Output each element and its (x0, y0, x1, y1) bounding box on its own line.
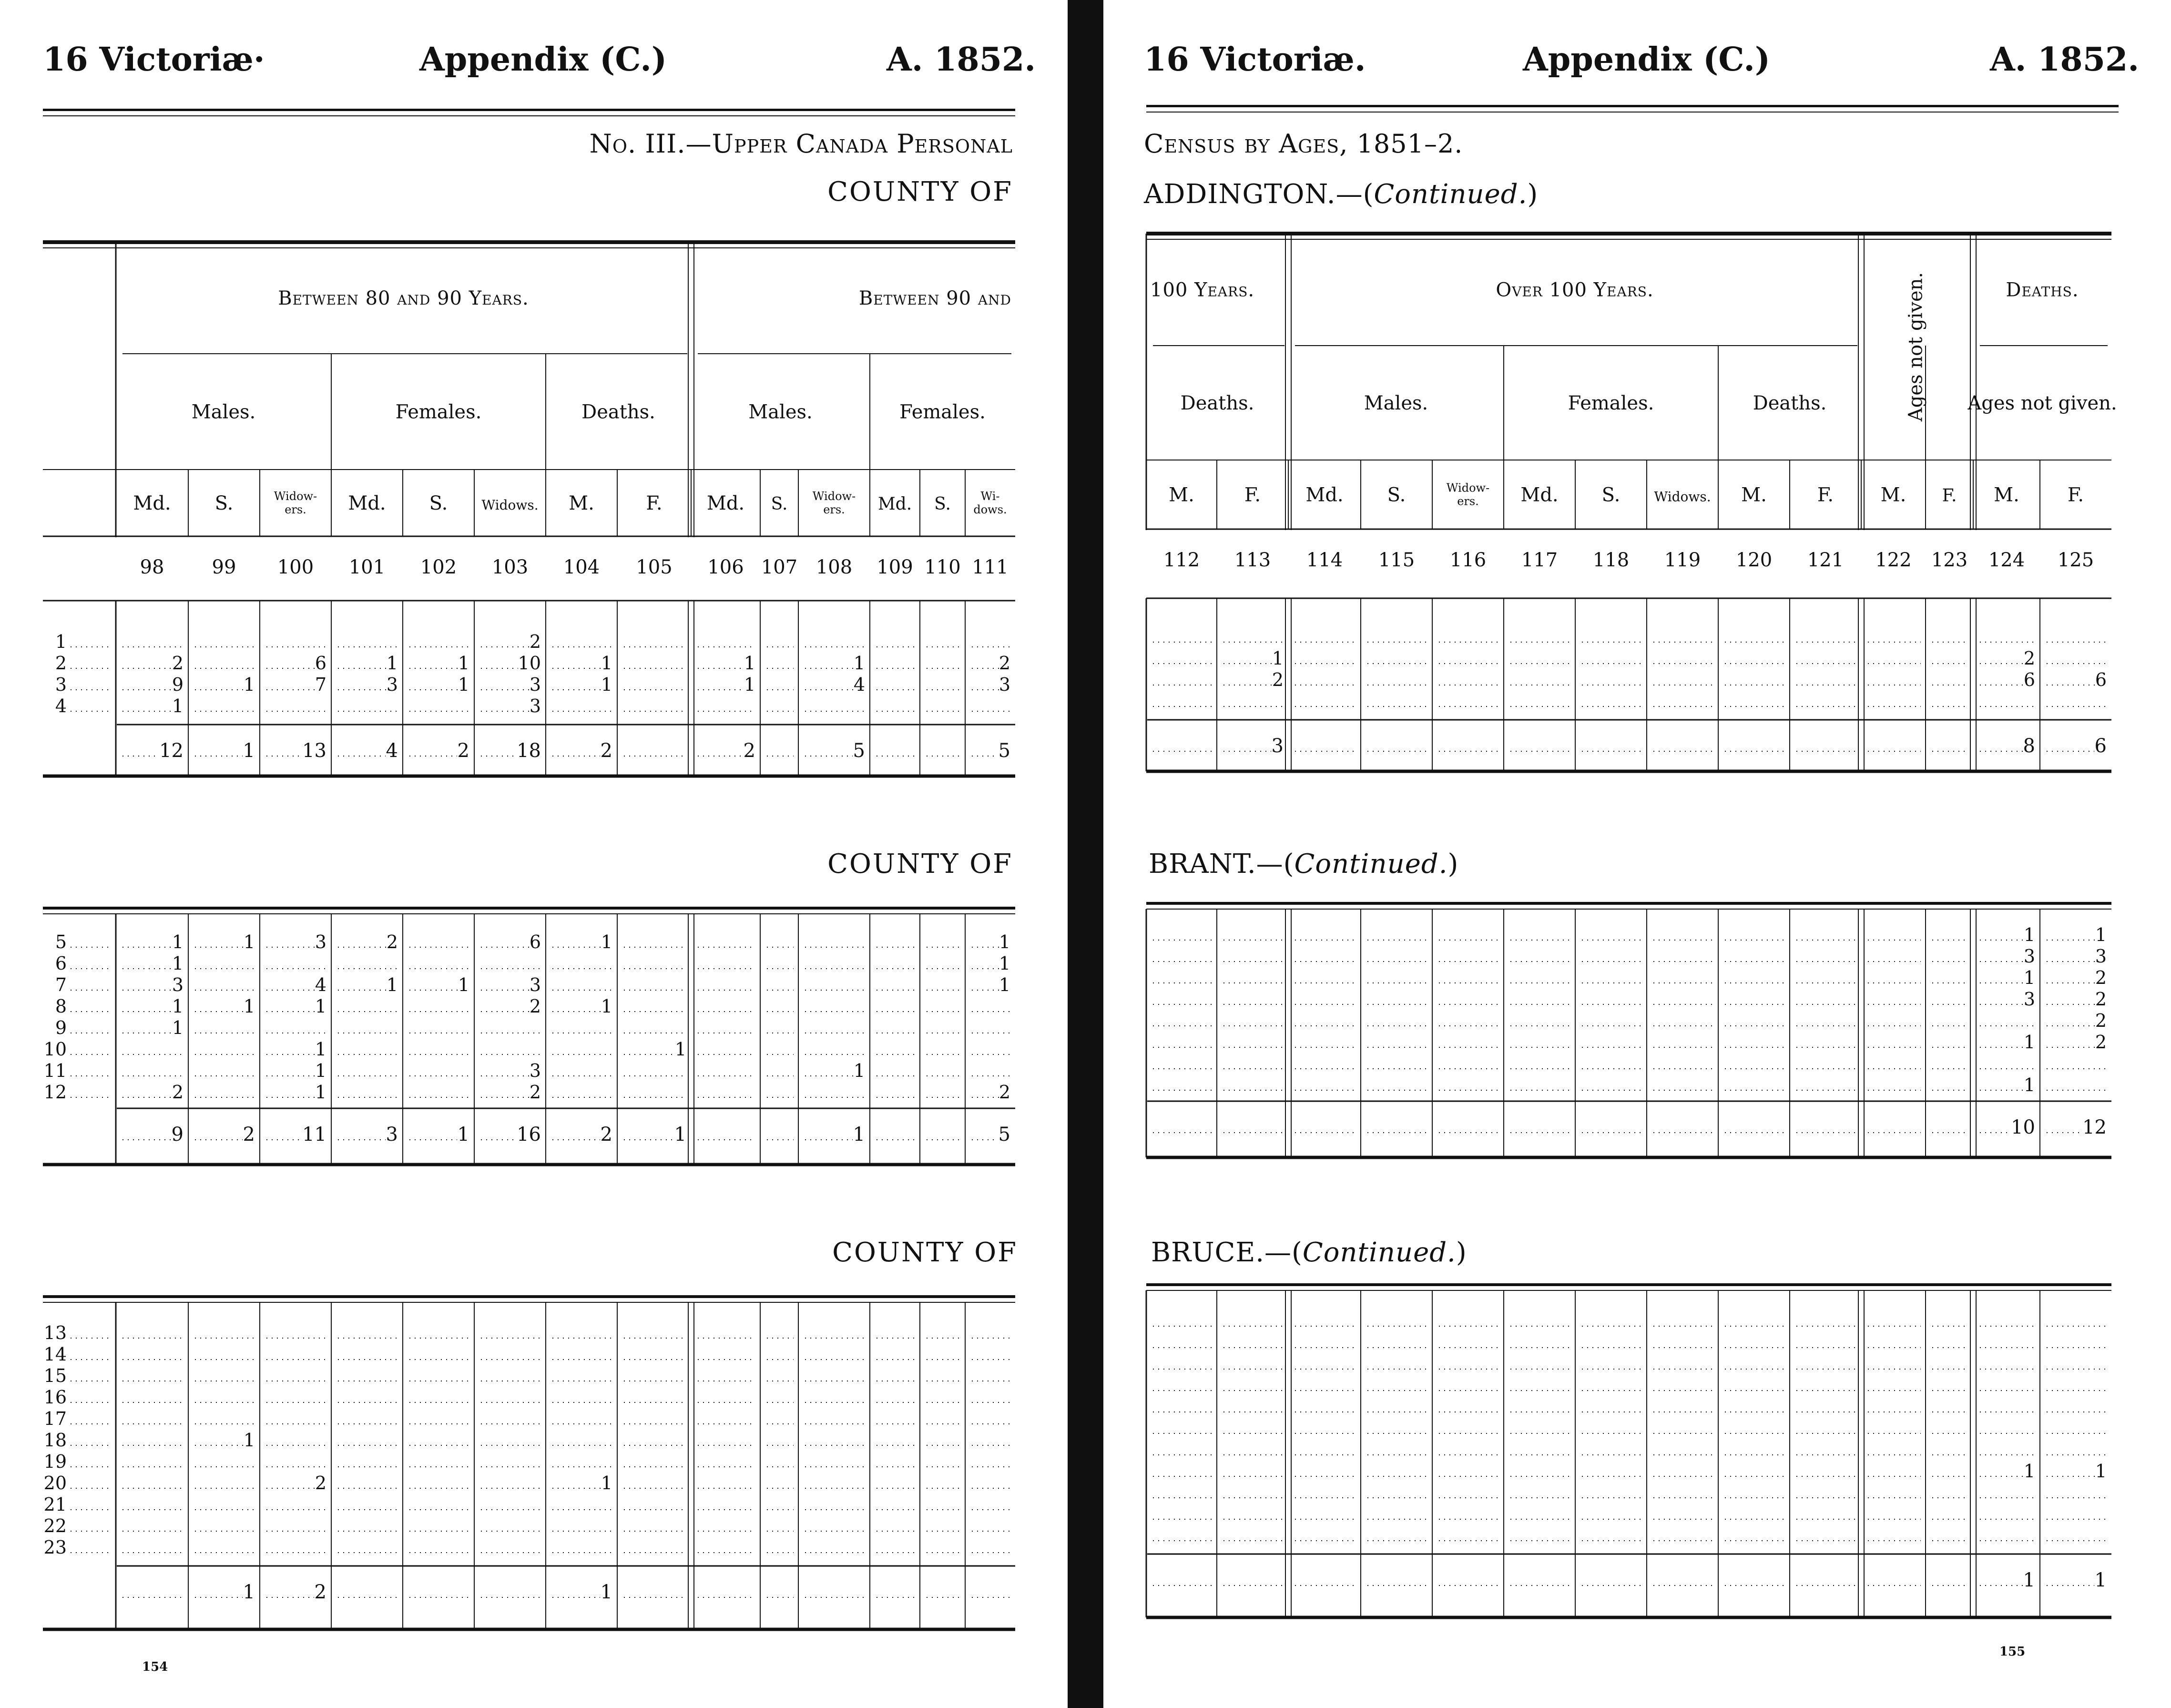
column-number: 108 (815, 556, 853, 578)
row-number: 17 (43, 1408, 67, 1429)
column-label: M. (1994, 484, 2019, 506)
group-label: Deaths. (2006, 279, 2079, 301)
cell-value: 2 (999, 653, 1010, 674)
column-number: 103 (491, 556, 529, 578)
subgroup-label: Males. (191, 401, 256, 423)
right-report-title: Census by Ages, 1851–2. (1144, 129, 1463, 159)
cell-value: 1 (172, 1017, 183, 1038)
row-number: 9 (55, 1017, 67, 1038)
row-number: 20 (43, 1473, 67, 1493)
total-value: 1 (2023, 1569, 2035, 1591)
column-label: ers. (823, 503, 845, 516)
cell-value: 1 (315, 996, 326, 1017)
cell-value: 3 (529, 1060, 541, 1081)
row-number: 2 (55, 653, 67, 674)
row-number: 10 (43, 1039, 67, 1060)
total-value: 9 (171, 1124, 183, 1145)
column-label: dows. (973, 503, 1007, 516)
column-number: 124 (1988, 549, 2025, 571)
row-number: 7 (55, 974, 67, 995)
cell-value: 6 (2095, 669, 2107, 690)
column-number: 99 (212, 556, 236, 578)
total-value: 2 (457, 740, 469, 762)
right-page-number: 155 (1999, 1645, 2026, 1659)
cell-value: 1 (2023, 1074, 2035, 1095)
column-label: Widow- (274, 490, 317, 503)
cell-value: 2 (172, 653, 183, 674)
subgroup-label: Deaths. (581, 401, 655, 423)
cell-value: 1 (601, 674, 612, 695)
right-header-appendix: Appendix (C.) (1523, 41, 1771, 79)
total-value: 18 (517, 740, 541, 762)
column-label: Widows. (481, 497, 539, 513)
column-number: 113 (1234, 549, 1271, 571)
total-value: 16 (517, 1124, 541, 1145)
cell-value: 1 (999, 953, 1010, 974)
row-number: 18 (43, 1430, 67, 1451)
column-number: 110 (924, 556, 961, 578)
column-label: Md. (1305, 484, 1344, 506)
left-page-number: 154 (142, 1660, 168, 1674)
group-label: Between 80 and 90 Years. (278, 287, 529, 309)
cell-value: 1 (243, 674, 255, 695)
cell-value: 1 (2023, 1032, 2035, 1053)
row-number: 5 (55, 931, 67, 952)
subgroup-label: Deaths. (1180, 392, 1254, 414)
cell-value: 2 (529, 1082, 541, 1103)
cell-value: 1 (315, 1060, 326, 1081)
column-number: 121 (1807, 549, 1844, 571)
total-value: 10 (2011, 1116, 2035, 1138)
total-value: 2 (600, 740, 612, 762)
cell-value: 6 (529, 931, 541, 952)
cell-value: 4 (853, 674, 865, 695)
cell-value: 6 (2023, 669, 2035, 690)
column-label: F. (646, 492, 663, 514)
cell-value: 1 (172, 996, 183, 1017)
cell-value: 1 (2023, 967, 2035, 988)
column-label: F. (1244, 484, 1261, 506)
total-value: 8 (2023, 735, 2035, 757)
cell-value: 2 (999, 1082, 1010, 1103)
cell-value: 3 (172, 974, 183, 995)
cell-value: 1 (999, 931, 1010, 952)
cell-value: 2 (2095, 989, 2107, 1010)
row-number: 12 (43, 1082, 67, 1103)
cell-value: 1 (458, 674, 469, 695)
column-label: Md. (877, 494, 912, 514)
cell-value: 1 (315, 1082, 326, 1103)
book-gutter (1068, 0, 1103, 1708)
cell-value: 2 (172, 1082, 183, 1103)
total-value: 2 (600, 1124, 612, 1145)
right-header-year: A. 1852. (1990, 41, 2140, 79)
row-number: 3 (55, 674, 67, 695)
total-value: 2 (243, 1124, 255, 1145)
cell-value: 1 (2023, 924, 2035, 945)
total-value: 1 (600, 1581, 612, 1603)
total-value: 2 (743, 740, 755, 762)
left-header-year: A. 1852. (887, 41, 1036, 79)
column-label: F. (1817, 484, 1834, 506)
cell-value: 1 (744, 653, 755, 674)
cell-value: 1 (172, 931, 183, 952)
column-number: 105 (636, 556, 673, 578)
column-label: Widow- (1446, 481, 1490, 495)
column-number: 115 (1378, 549, 1415, 571)
row-number: 21 (43, 1494, 67, 1515)
cell-value: 1 (2095, 1461, 2107, 1482)
total-value: 1 (853, 1124, 865, 1145)
left-page (0, 0, 1068, 1708)
cell-value: 3 (315, 931, 326, 952)
column-label: S. (1387, 484, 1406, 506)
column-number: 111 (972, 556, 1009, 578)
cell-value: 1 (172, 695, 183, 716)
total-value: 13 (302, 740, 326, 762)
total-value: 4 (386, 740, 398, 762)
total-value: 1 (457, 1124, 469, 1145)
cell-value: 1 (458, 653, 469, 674)
column-number: 100 (277, 556, 314, 578)
cell-value: 1 (2095, 924, 2107, 945)
cell-value: 1 (315, 1039, 326, 1060)
cell-value: 1 (386, 974, 398, 995)
total-value: 12 (159, 740, 183, 762)
column-label: M. (1880, 484, 1906, 506)
cell-value: 1 (172, 953, 183, 974)
cell-value: 2 (1272, 669, 1284, 690)
cell-value: 3 (529, 974, 541, 995)
right-county-heading-2: BRANT.—(Continued.) (1149, 849, 1459, 880)
cell-value: 1 (601, 1473, 612, 1493)
total-value: 3 (386, 1124, 398, 1145)
cell-value: 3 (529, 695, 541, 716)
column-label: ers. (285, 503, 306, 516)
column-label: S. (1601, 484, 1621, 506)
row-number: 15 (43, 1365, 67, 1386)
total-value: 5 (998, 740, 1010, 762)
column-number: 112 (1163, 549, 1200, 571)
total-value: 1 (243, 1581, 255, 1603)
column-label: S. (429, 492, 448, 514)
cell-value: 7 (315, 674, 326, 695)
column-number: 104 (563, 556, 600, 578)
row-number: 23 (43, 1537, 67, 1558)
column-number: 109 (877, 556, 913, 578)
left-header-session: 16 Victoriæ· (43, 41, 265, 79)
total-value: 1 (674, 1124, 686, 1145)
left-header-appendix: Appendix (C.) (419, 41, 667, 79)
subgroup-label: Females. (1568, 392, 1654, 414)
cell-value: 3 (2023, 989, 2035, 1010)
group-label: Over 100 Years. (1496, 279, 1654, 301)
subgroup-label: Ages not given. (1967, 392, 2117, 414)
cell-value: 10 (518, 653, 541, 674)
total-value: 5 (853, 740, 865, 762)
column-label: F. (2067, 484, 2084, 506)
cell-value: 1 (386, 653, 398, 674)
group-label-vertical: Ages not given. (1905, 272, 1927, 422)
row-number: 19 (43, 1451, 67, 1472)
column-number: 123 (1931, 549, 1968, 571)
cell-value: 1 (601, 931, 612, 952)
cell-value: 2 (2095, 1032, 2107, 1053)
row-number: 8 (55, 996, 67, 1017)
column-label: M. (569, 492, 594, 514)
total-value: 5 (998, 1124, 1010, 1145)
total-value: 6 (2094, 735, 2107, 757)
subgroup-label: Males. (748, 401, 813, 423)
cell-value: 3 (529, 674, 541, 695)
column-label: Md. (706, 492, 745, 514)
cell-value: 2 (2095, 1010, 2107, 1031)
row-number: 6 (55, 953, 67, 974)
left-county-heading-1: COUNTY OF (827, 176, 1013, 207)
column-label: S. (771, 494, 788, 514)
cell-value: 6 (315, 653, 326, 674)
cell-value: 2 (529, 996, 541, 1017)
column-label: F. (1942, 486, 1957, 506)
cell-value: 2 (2023, 648, 2035, 669)
column-label: S. (214, 492, 234, 514)
cell-value: 1 (243, 931, 255, 952)
column-label: M. (1741, 484, 1767, 506)
cell-value: 9 (172, 674, 183, 695)
group-label: 100 Years. (1150, 279, 1255, 301)
column-label: Widow- (812, 490, 856, 503)
cell-value: 3 (2095, 946, 2107, 967)
cell-value: 1 (243, 996, 255, 1017)
total-value: 12 (2082, 1116, 2107, 1138)
group-label: Between 90 and (858, 287, 1011, 309)
right-county-heading-1: ADDINGTON.—(Continued.) (1144, 179, 1539, 210)
row-number: 13 (43, 1322, 67, 1343)
cell-value: 2 (529, 631, 541, 652)
column-label: Md. (1520, 484, 1559, 506)
row-number: 22 (43, 1515, 67, 1536)
column-number: 98 (140, 556, 164, 578)
cell-value: 1 (674, 1039, 686, 1060)
left-census-table (0, 0, 1068, 1708)
cell-value: 2 (315, 1473, 326, 1493)
column-label: S. (934, 494, 951, 514)
column-number: 119 (1664, 549, 1701, 571)
row-number: 14 (43, 1344, 67, 1365)
row-number: 4 (55, 695, 67, 716)
column-number: 118 (1592, 549, 1630, 571)
column-label: Md. (348, 492, 386, 514)
right-header-session: 16 Victoriæ. (1144, 41, 1366, 79)
cell-value: 1 (853, 653, 865, 674)
column-number: 107 (761, 556, 798, 578)
left-report-title: No. III.—Upper Canada Personal (589, 129, 1013, 159)
cell-value: 1 (601, 653, 612, 674)
row-number: 11 (43, 1060, 67, 1081)
total-value: 3 (1271, 735, 1284, 757)
cell-value: 2 (2095, 967, 2107, 988)
cell-value: 1 (601, 996, 612, 1017)
total-value: 2 (314, 1581, 326, 1603)
total-value: 1 (243, 740, 255, 762)
left-county-heading-2: COUNTY OF (827, 849, 1013, 880)
left-county-heading-3: COUNTY OF (832, 1237, 1018, 1268)
cell-value: 2 (386, 931, 398, 952)
cell-value: 3 (2023, 946, 2035, 967)
column-number: 116 (1449, 549, 1487, 571)
cell-value: 1 (853, 1060, 865, 1081)
column-number: 114 (1306, 549, 1343, 571)
cell-value: 1 (2023, 1461, 2035, 1482)
row-number: 1 (55, 631, 67, 652)
cell-value: 3 (999, 674, 1010, 695)
column-label: M. (1169, 484, 1194, 506)
subgroup-label: Females. (899, 401, 986, 423)
column-number: 125 (2057, 549, 2094, 571)
column-label: Md. (133, 492, 171, 514)
subgroup-label: Females. (395, 401, 482, 423)
right-page (1103, 0, 2171, 1708)
cell-value: 4 (315, 974, 326, 995)
subgroup-label: Males. (1364, 392, 1428, 414)
total-value: 11 (302, 1124, 326, 1145)
column-number: 120 (1735, 549, 1773, 571)
cell-value: 1 (1272, 648, 1284, 669)
column-number: 117 (1521, 549, 1558, 571)
right-census-table (1103, 0, 2171, 1708)
column-label: Widows. (1654, 489, 1711, 505)
total-value: 1 (2094, 1569, 2107, 1591)
cell-value: 1 (243, 1430, 255, 1451)
column-number: 106 (707, 556, 744, 578)
cell-value: 1 (999, 974, 1010, 995)
column-number: 102 (420, 556, 457, 578)
column-label: Wi- (980, 490, 1000, 503)
cell-value: 1 (458, 974, 469, 995)
cell-value: 3 (386, 674, 398, 695)
column-number: 122 (1875, 549, 1912, 571)
column-number: 101 (348, 556, 386, 578)
column-label: ers. (1457, 494, 1479, 508)
row-number: 16 (43, 1387, 67, 1408)
subgroup-label: Deaths. (1753, 392, 1827, 414)
right-county-heading-3: BRUCE.—(Continued.) (1151, 1237, 1467, 1268)
cell-value: 1 (744, 674, 755, 695)
